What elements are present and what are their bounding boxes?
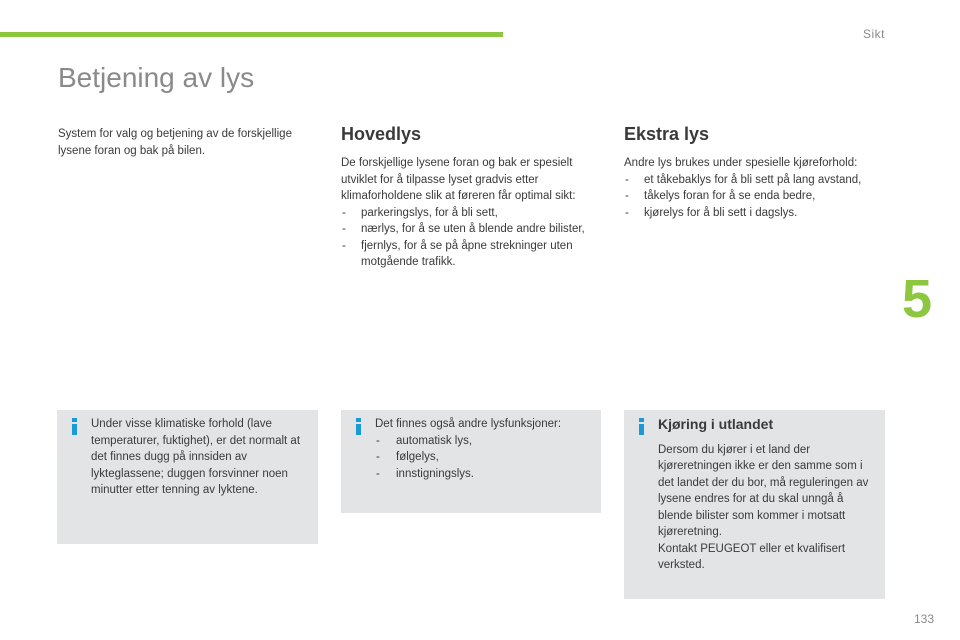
- list-item: - automatisk lys,: [375, 433, 587, 450]
- hovedlys-section: [341, 124, 606, 271]
- list-item: - tåkelys foran for å se enda bedre,: [624, 188, 889, 205]
- list-item: - kjørelys for å bli sett i dagslys.: [624, 205, 889, 222]
- info-text: Det finnes også andre lysfunksjoner:: [375, 418, 562, 430]
- info-box-utlandet: [624, 410, 885, 599]
- info-icon: [69, 418, 79, 435]
- info-box-lysfunksjoner: [341, 410, 601, 513]
- section-label: Sikt: [862, 27, 885, 41]
- chapter-number: 5: [902, 269, 933, 329]
- ekstra-list: [624, 172, 889, 222]
- info-text: Under visse klimatiske forhold (lave temperaturer, fuktighet), er det normalt at det finnes dugg på innsiden av lykteglassene; duggen forsvinner noen minutter etter tenning av lyktene.: [91, 418, 301, 496]
- page-title: Betjening av lys: [58, 62, 255, 93]
- hovedlys-text: De forskjellige lysene foran og bak er spesielt utviklet for å tilpasse lyset gradvis etter klimaforholdene slik at føreren får optimal sikt:: [341, 157, 576, 202]
- page-number: 133: [913, 612, 934, 626]
- info-text: Dersom du kjører i et land der kjøreretningen ikke er den samme som i det landet der du bor, må reguleringen av lysene endres for at du skal unngå å blende bilister som kommer i motsatt kjøreretning.: [658, 443, 869, 538]
- info-icon: [636, 418, 646, 435]
- header-accent-bar: [0, 32, 503, 37]
- list-item: - innstigningslys.: [375, 466, 587, 483]
- intro-text: System for valg og betjening av de forskjellige lysene foran og bak på bilen.: [58, 128, 292, 157]
- list-item: - følgelys,: [375, 449, 587, 466]
- info-icon: [353, 418, 363, 435]
- list-item: - fjernlys, for å se på åpne strekninger uten motgående trafikk.: [341, 238, 606, 271]
- list-item: - parkeringslys, for å bli sett,: [341, 205, 606, 222]
- ekstra-heading: Ekstra lys: [624, 124, 710, 144]
- info-heading: Kjøring i utlandet: [658, 416, 774, 432]
- ekstra-text: Andre lys brukes under spesielle kjøreforhold:: [624, 157, 858, 169]
- info-text-contact: Kontakt PEUGEOT eller et kvalifisert verksted.: [658, 542, 846, 571]
- info-list: [375, 433, 587, 483]
- ekstra-section: [624, 124, 889, 221]
- info-box-dugg: [57, 410, 318, 544]
- hovedlys-heading: Hovedlys: [341, 124, 422, 144]
- list-item: - nærlys, for å se uten å blende andre bilister,: [341, 221, 606, 238]
- list-item: - et tåkebaklys for å bli sett på lang avstand,: [624, 172, 889, 189]
- hovedlys-list: [341, 205, 606, 271]
